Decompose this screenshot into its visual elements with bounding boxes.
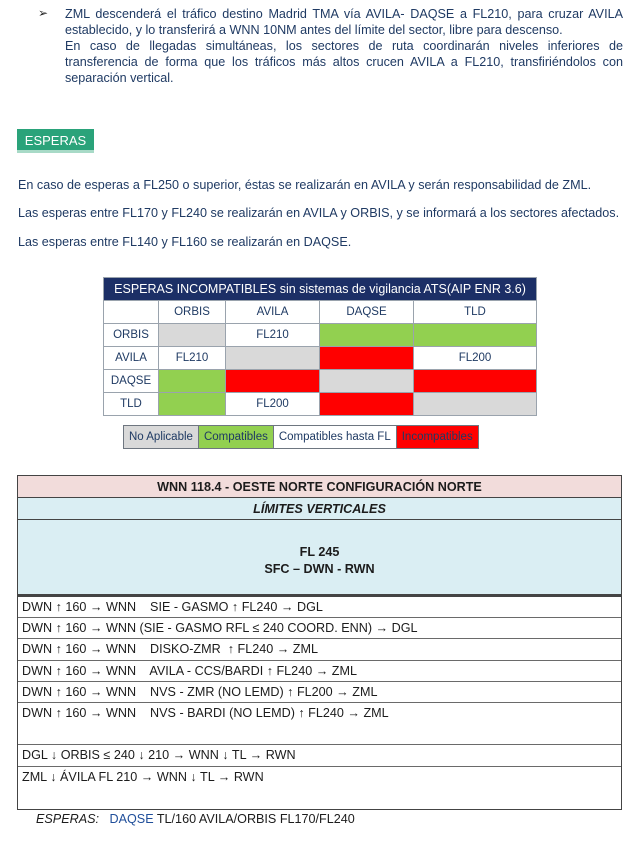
holds-daqse: DAQSE — [109, 811, 154, 826]
table-title: ESPERAS INCOMPATIBLES sin sistemas de vigilancia ATS(AIP ENR 3.6) — [104, 278, 537, 301]
cell-tld-orbis — [159, 393, 226, 416]
holding-paragraph-3: Las esperas entre FL140 y FL160 se realizarán en DAQSE. — [18, 235, 352, 249]
table-legend — [123, 425, 479, 449]
vertical-limits-header: LÍMITES VERTICALES — [18, 498, 621, 520]
table-corner-cell — [104, 301, 159, 324]
cell-avila-orbis: FL210 — [159, 347, 226, 370]
column-header-orbis: ORBIS — [159, 301, 226, 324]
cell-avila-avila — [226, 347, 320, 370]
legend-not-applicable: No Aplicable — [124, 426, 199, 448]
row-header-tld: TLD — [104, 393, 159, 416]
holds-row — [18, 788, 621, 826]
legend-incompatible: Incompatibles — [397, 426, 478, 448]
column-header-avila: AVILA — [226, 301, 320, 324]
bullet-arrow-icon: ➢ — [38, 6, 49, 20]
cell-orbis-avila: FL210 — [226, 324, 320, 347]
holding-paragraph-1: En caso de esperas a FL250 o superior, éstas se realizarán en AVILA y serán responsabilidad de ZML. — [18, 178, 592, 192]
route-row: DWN ↑ 160 → WNN AVILA - CCS/BARDI ↑ FL240 → ZML — [18, 661, 621, 682]
intro-paragraph — [65, 6, 623, 86]
column-header-tld: TLD — [414, 301, 537, 324]
lower-limit: SFC – DWN - RWN — [264, 562, 375, 576]
legend-compatible: Compatibles — [199, 426, 274, 448]
cell-tld-avila: FL200 — [226, 393, 320, 416]
holds-label: ESPERAS: — [36, 811, 99, 826]
cell-avila-tld: FL200 — [414, 347, 537, 370]
wnn-header: WNN 118.4 - OESTE NORTE CONFIGURACIÓN NORTE — [18, 476, 621, 498]
route-row: DWN ↑ 160 → WNN NVS - BARDI (NO LEMD) ↑ FL240 → ZML — [22, 705, 389, 720]
vertical-limits-box — [18, 520, 621, 597]
cell-orbis-tld — [414, 324, 537, 347]
cell-tld-tld — [414, 393, 537, 416]
arrival-row: DGL ↓ ORBIS ≤ 240 ↓ 210 → WNN ↓ TL → RWN — [18, 745, 621, 766]
cell-orbis-orbis — [159, 324, 226, 347]
route-row: DWN ↑ 160 → WNN DISKO-ZMR ↑ FL240 → ZML — [18, 639, 621, 660]
holds-details: TL/160 AVILA/ORBIS FL170/FL240 — [153, 811, 355, 826]
wnn-sector-table — [17, 475, 622, 826]
upper-limit: FL 245 — [299, 545, 340, 559]
route-row: DWN ↑ 160 → WNN NVS - ZMR (NO LEMD) ↑ FL200 → ZML — [18, 682, 621, 703]
row-header-avila: AVILA — [104, 347, 159, 370]
intro-line-2: En caso de llegadas simultáneas, los sectores de ruta coordinarán niveles inferiores de transferencia de forma que los tráficos más altos crucen AVILA a FL210, transfiriéndolos con separación vertical. — [65, 39, 623, 85]
cell-daqse-orbis — [159, 370, 226, 393]
row-header-daqse: DAQSE — [104, 370, 159, 393]
cell-daqse-avila — [226, 370, 320, 393]
incompatible-holdings-table — [103, 277, 537, 416]
cell-daqse-tld — [414, 370, 537, 393]
legend-compatible-until-fl: Compatibles hasta FL — [274, 426, 397, 448]
cell-tld-daqse — [320, 393, 414, 416]
row-header-orbis: ORBIS — [104, 324, 159, 347]
route-row: DWN ↑ 160 → WNN (SIE - GASMO RFL ≤ 240 COORD. ENN) → DGL — [18, 618, 621, 639]
arrival-row: ZML ↓ ÁVILA FL 210 → WNN ↓ TL → RWN — [22, 769, 264, 784]
route-row: DWN ↑ 160 → WNN SIE - GASMO ↑ FL240 → DGL — [18, 597, 621, 618]
intro-line-1: ZML descenderá el tráfico destino Madrid TMA vía AVILA- DAQSE a FL210, para cruzar AVILA establecido, y lo transferirá a WNN 10NM antes del límite del sector, libre para descenso. — [65, 7, 623, 37]
cell-orbis-daqse — [320, 324, 414, 347]
holding-paragraph-2: Las esperas entre FL170 y FL240 se realizarán en AVILA y ORBIS, y se informará a los sectores afectados. — [18, 206, 620, 220]
column-header-daqse: DAQSE — [320, 301, 414, 324]
blank-row — [18, 724, 621, 745]
cell-daqse-daqse — [320, 370, 414, 393]
section-title-esperas: ESPERAS — [17, 129, 94, 153]
cell-avila-daqse — [320, 347, 414, 370]
